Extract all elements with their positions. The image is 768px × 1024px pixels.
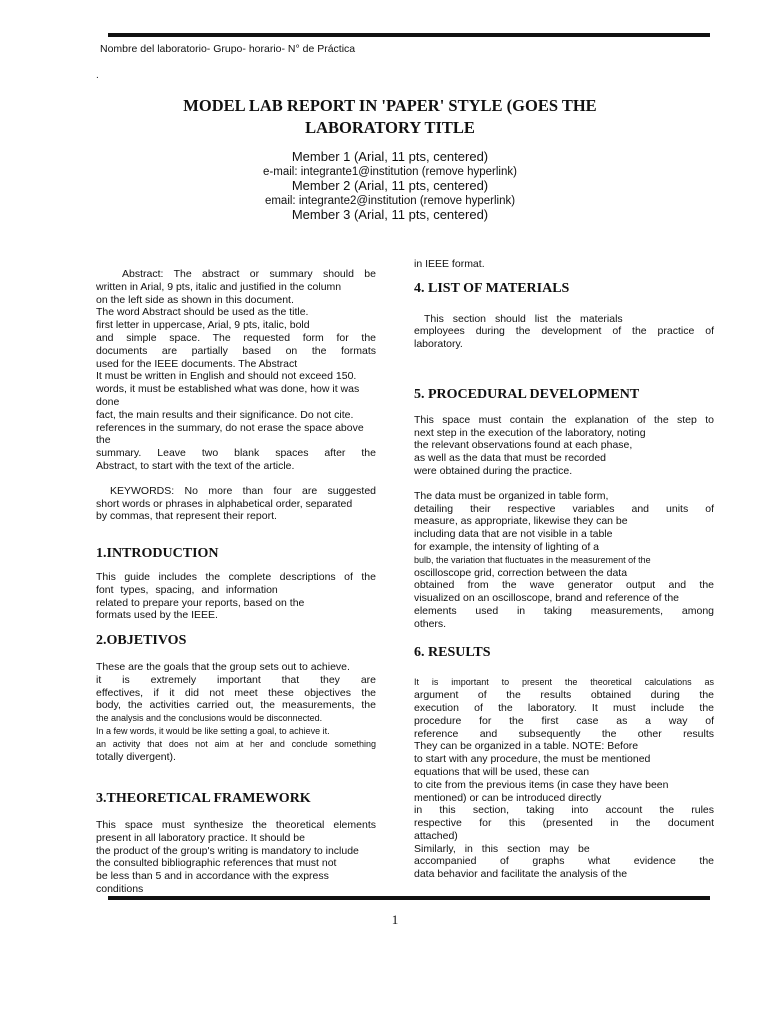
abstract-line: The word Abstract should be used as the title. (96, 306, 309, 319)
intro-line: formats used by the IEEE. (96, 609, 218, 622)
materials-text (414, 313, 714, 351)
procedure-line: were obtained during the practice. (414, 464, 573, 477)
member-3: Member 3 (Arial, 11 pts, centered) (291, 207, 489, 222)
procedure-line: including data that are not visible in a table (414, 528, 613, 541)
keywords-line: by commas, that represent their report. (96, 510, 277, 523)
results-text (414, 676, 714, 881)
results-line: mentioned) or can be introduced directly (414, 791, 602, 804)
results-line: data behavior and facilitate the analysis of the (414, 868, 628, 881)
section-heading-procedural-development: 5. PROCEDURAL DEVELOPMENT (414, 386, 640, 402)
objetivos-line: These are the goals that the group sets out to achieve. (96, 660, 350, 673)
keywords (96, 485, 376, 523)
theory-line: the product of the group's writing is mandatory to include (96, 844, 359, 857)
procedure-line: others. (414, 617, 447, 630)
materials-line: laboratory. (414, 338, 463, 351)
intro-line: This guide includes the complete descriptions of the (96, 570, 376, 583)
abstract-line: references in the summary, do not erase the space above the (96, 421, 364, 447)
abstract-line: Abstract: The abstract or summary should be (122, 268, 376, 280)
procedure-line: detailing their respective variables and units of (414, 502, 714, 515)
objetivos-line: body, the activities carried out, the measurements, the (96, 699, 376, 712)
results-line: reference and subsequently the other results (414, 727, 714, 740)
results-line: procedure for the first case as a way of (414, 714, 714, 727)
section-heading-materials: 4. LIST OF MATERIALS (414, 280, 570, 296)
abstract-line: summary. Leave two blank spaces after the (96, 447, 376, 460)
section-heading-objetivos: 2.OBJETIVOS (96, 633, 187, 649)
right-column (414, 258, 714, 881)
results-line: They can be organized in a table. NOTE: Before (414, 740, 639, 753)
title-line-2: LABORATORY TITLE (305, 118, 475, 137)
results-line: argument of the results obtained during the (414, 689, 714, 702)
objetivos-line: In a few words, it would be like setting a goal, to achieve it. (96, 725, 330, 736)
objetivos-text (96, 661, 376, 763)
results-line: attached) (414, 829, 458, 842)
objetivos-line: the analysis and the conclusions would be disconnected. (96, 713, 323, 724)
abstract-line: and simple space. The requested form for the (96, 331, 376, 344)
theoretical-framework-text (96, 819, 376, 896)
procedure-line: for example, the intensity of lighting of a (414, 540, 600, 553)
section-heading-theoretical-framework: 3.THEORETICAL FRAMEWORK (96, 791, 311, 807)
theory-continuation: in IEEE format. (414, 258, 485, 270)
procedure-line: measure, as appropriate, likewise they can be (414, 515, 628, 528)
document-title (100, 95, 680, 139)
member-2-email: email: integrante2@institution (remove hyperlink) (264, 194, 516, 207)
abstract-line: It must be written in English and should not exceed 150. (96, 370, 357, 383)
results-line: to cite from the previous items (in case they have been (414, 778, 669, 791)
procedure-line: bulb, the variation that fluctuates in the measurement of the (414, 554, 651, 565)
objetivos-line: an activity that does not aim at her and conclude something (96, 738, 376, 749)
section-heading-results: 6. RESULTS (414, 644, 491, 660)
theory-line: This space must synthesize the theoretical elements (96, 819, 376, 832)
section-heading-introduction: 1.INTRODUCTION (96, 546, 219, 562)
abstract-line: written in Arial, 9 pts, italic and justified in the column (96, 280, 342, 293)
theory-line: the consulted bibliographic references that must not (96, 857, 337, 870)
left-column (96, 258, 376, 896)
abstract-line: first letter in uppercase, Arial, 9 pts, italic, bold (96, 319, 310, 332)
abstract-line: words, it must be established what was done, how it was done (96, 383, 360, 408)
objetivos-line: it is extremely important that they are (96, 673, 376, 686)
objetivos-line: effectives, if it did not meet these objectives the (96, 686, 376, 699)
introduction-text (96, 571, 376, 622)
member-1: Member 1 (Arial, 11 pts, centered) (291, 149, 489, 164)
title-line-1: MODEL LAB REPORT IN 'PAPER' STYLE (GOES THE (183, 96, 597, 115)
abstract-line: fact, the main results and their significance. Do not cite. (96, 408, 354, 421)
keywords-line: KEYWORDS: No more than four are suggested (110, 484, 376, 497)
results-line: It is important to present the theoretical calculations as (414, 677, 714, 688)
procedure-line: obtained from the wave generator output and the (414, 579, 714, 592)
top-rule (108, 33, 710, 37)
procedure-line: the relevant observations found at each phase, (414, 439, 633, 452)
procedure-line: The data must be organized in table form, (414, 489, 609, 502)
abstract-line: on the left side as shown in this document. (96, 293, 294, 306)
results-line: in this section, taking into account the rules (414, 804, 714, 817)
abstract-line: documents are partially based on the formats (96, 344, 376, 357)
intro-line: font types, spacing, and information (96, 583, 278, 596)
procedure-line: next step in the execution of the laboratory, noting (414, 426, 646, 439)
results-line: execution of the laboratory. It must include the (414, 701, 714, 714)
running-header: Nombre del laboratorio- Grupo- horario- N° de Práctica (100, 43, 356, 55)
abstract (96, 268, 376, 473)
member-2: Member 2 (Arial, 11 pts, centered) (291, 178, 489, 193)
materials-line: employees during the development of the practice of (414, 325, 714, 338)
abstract-line: used for the IEEE documents. The Abstract (96, 357, 298, 370)
keywords-line: short words or phrases in alphabetical order, separated (96, 497, 353, 510)
results-line: Similarly, in this section may be (414, 842, 590, 855)
theory-line: be less than 5 and in accordance with the express conditions (96, 870, 329, 896)
bottom-rule (108, 896, 710, 900)
abstract-line: Abstract, to start with the text of the article. (96, 459, 295, 472)
procedure-line: oscilloscope grid, correction between the data (414, 566, 628, 579)
procedure-line: as well as the data that must be recorded (414, 452, 607, 465)
procedure-line: elements used in taking measurements, among (414, 604, 714, 617)
procedure-paragraph-2 (414, 490, 714, 631)
intro-line: related to prepare your reports, based on the (96, 596, 305, 609)
results-line: respective for this (presented in the document (414, 817, 714, 830)
objetivos-line: totally divergent). (96, 750, 176, 763)
procedure-line: This space must contain the explanation of the step to (414, 413, 714, 426)
results-line: accompanied of graphs what evidence the (414, 855, 714, 868)
authors-block (150, 150, 630, 223)
theory-line: present in all laboratory practice. It should be (96, 831, 305, 844)
procedure-line: visualized on an oscilloscope, brand and reference of the (414, 592, 680, 605)
stray-dot: . (96, 70, 99, 81)
member-1-email: e-mail: integrante1@institution (remove hyperlink) (263, 165, 517, 178)
results-line: to start with any procedure, the must be mentioned (414, 753, 651, 766)
results-line: equations that will be used, these can (414, 765, 590, 778)
procedure-paragraph-1 (414, 414, 714, 478)
page-number: 1 (391, 912, 399, 927)
materials-line: This section should list the materials (424, 312, 623, 325)
